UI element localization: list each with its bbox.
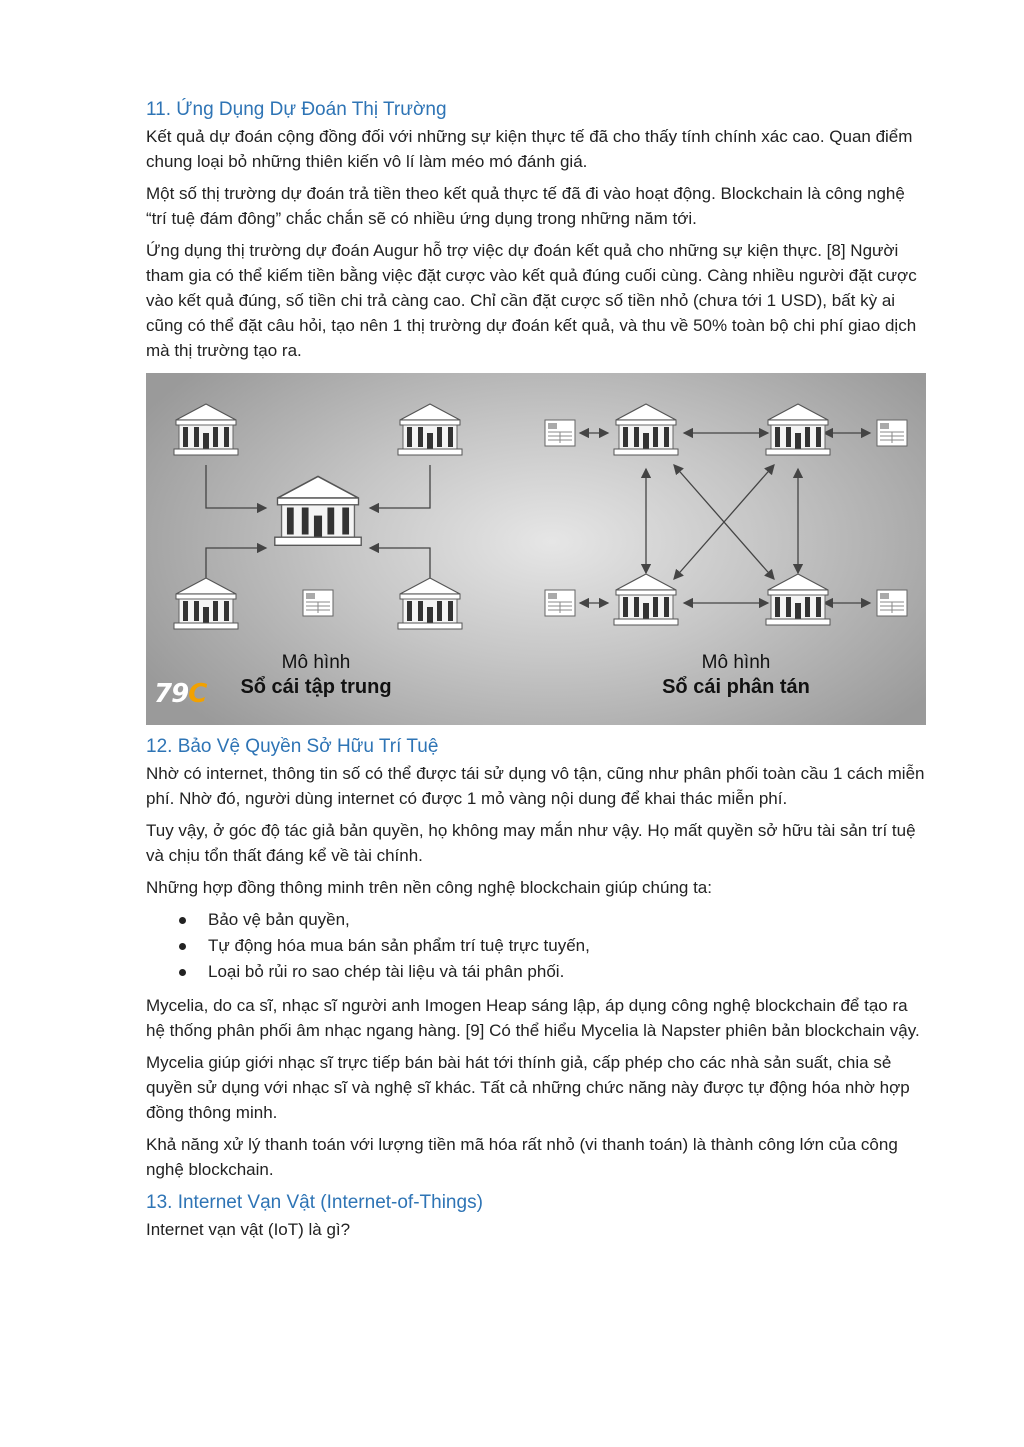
bank-icon-dist-2 xyxy=(766,404,830,455)
ledger-icon-dist-2 xyxy=(877,420,907,446)
brand-logo xyxy=(154,679,206,709)
bank-icon-dist-3 xyxy=(614,574,678,625)
section-12-paragraph-5: Mycelia giúp giới nhạc sĩ trực tiếp bán bài hát tới thính giả, cấp phép cho các nhà sản suất, chia sẻ quyền sử dụng với nhạc sĩ và nghệ sĩ khác. Tất cả những chức năng này được tự động hóa nhờ hợp đồng thông minh. xyxy=(146,1053,910,1122)
logo-main: 79 xyxy=(154,679,189,709)
section-11-paragraph-1: Kết quả dự đoán cộng đồng đối với những sự kiện thực tế đã cho thấy tính chính xác cao. Quan điểm chung loại bỏ những thiên kiến vô lí làm méo mó đánh giá. xyxy=(146,127,913,171)
distributed-caption xyxy=(626,651,846,699)
list-item: Loại bỏ rủi ro sao chép tài liệu và tái phân phối. xyxy=(208,959,926,985)
section-12-paragraph-1: Nhờ có internet, thông tin số có thể được tái sử dụng vô tận, cũng như phân phối toàn cầu 1 cách miễn phí. Nhờ đó, người dùng internet có được 1 mỏ vàng nội dung để khai thác miễn phí. xyxy=(146,764,925,808)
list-item: Tự động hóa mua bán sản phẩm trí tuệ trực tuyến, xyxy=(208,933,926,959)
section-12-paragraph-4: Mycelia, do ca sĩ, nhạc sĩ người anh Imogen Heap sáng lập, áp dụng công nghệ blockchain để tạo ra hệ thống phân phối âm nhạc ngang hàng. [9] Có thể hiểu Mycelia là Napster phiên bản blockchain vậy. xyxy=(146,996,920,1040)
bank-icon-dist-4 xyxy=(766,574,830,625)
bank-icon-bottom-left xyxy=(174,578,238,629)
bank-icon-dist-1 xyxy=(614,404,678,455)
ledger-model-figure xyxy=(146,373,926,725)
bank-icon-top-left xyxy=(174,404,238,455)
section-11-paragraph-2: Một số thị trường dự đoán trả tiền theo kết quả thực tế đã đi vào hoạt động. Blockchain là công nghệ “trí tuệ đám đông” chắc chắn sẽ có nhiều ứng dụng trong những năm tới. xyxy=(146,184,905,228)
centralized-caption xyxy=(206,651,426,699)
bank-icon-top-right xyxy=(398,404,462,455)
logo-accent: C xyxy=(188,679,207,709)
central-bank-icon xyxy=(275,476,361,545)
centralized-caption-line-1: Mô hình xyxy=(281,652,351,673)
section-12-paragraph-2: Tuy vậy, ở góc độ tác giả bản quyền, họ không may mắn như vậy. Họ mất quyền sở hữu tài sản trí tuệ và chịu tổn thất đáng kể về tài chính. xyxy=(146,821,916,865)
benefits-list xyxy=(146,907,926,985)
distributed-caption-line-2: Sổ cái phân tán xyxy=(662,676,810,698)
distributed-arrows xyxy=(580,433,870,603)
list-item: Bảo vệ bản quyền, xyxy=(208,907,926,933)
section-11-paragraph-3: Ứng dụng thị trường dự đoán Augur hỗ trợ việc dự đoán kết quả cho những sự kiện thực. [8] Người tham gia có thể kiếm tiền bằng việc đặt cược vào kết quả đúng cuối cùng. Càng nhiều người đặt cược vào kết quả đúng, số tiền chi trả càng cao. Chỉ cần đặt cược số tiền nhỏ (chưa tới 1 USD), bất kỳ ai cũng có thể đặt câu hỏi, tạo nên 1 thị trường dự đoán kết quả, và thu về 50% toàn bộ chi phí giao dịch mà thị trường tạo ra. xyxy=(146,241,917,360)
section-12-paragraph-6: Khả năng xử lý thanh toán với lượng tiền mã hóa rất nhỏ (vi thanh toán) là thành công lớn của công nghệ blockchain. xyxy=(146,1135,898,1179)
ledger-icon-dist-1 xyxy=(545,420,575,446)
distributed-caption-line-1: Mô hình xyxy=(701,652,771,673)
ledger-icon-central xyxy=(303,590,333,616)
section-12-heading: 12. Bảo Vệ Quyền Sở Hữu Trí Tuệ xyxy=(146,736,439,757)
document-page xyxy=(146,96,926,1250)
ledger-icon-dist-4 xyxy=(877,590,907,616)
ledger-icon-dist-3 xyxy=(545,590,575,616)
section-12-paragraph-3: Những hợp đồng thông minh trên nền công nghệ blockchain giúp chúng ta: xyxy=(146,878,712,897)
centralized-caption-line-2: Sổ cái tập trung xyxy=(240,676,392,698)
section-13-heading: 13. Internet Vạn Vật (Internet-of-Things) xyxy=(146,1192,483,1213)
section-11-heading: 11. Ứng Dụng Dự Đoán Thị Trường xyxy=(146,99,447,120)
bank-icon-bottom-right xyxy=(398,578,462,629)
section-13-paragraph-1: Internet vạn vật (IoT) là gì? xyxy=(146,1220,351,1239)
